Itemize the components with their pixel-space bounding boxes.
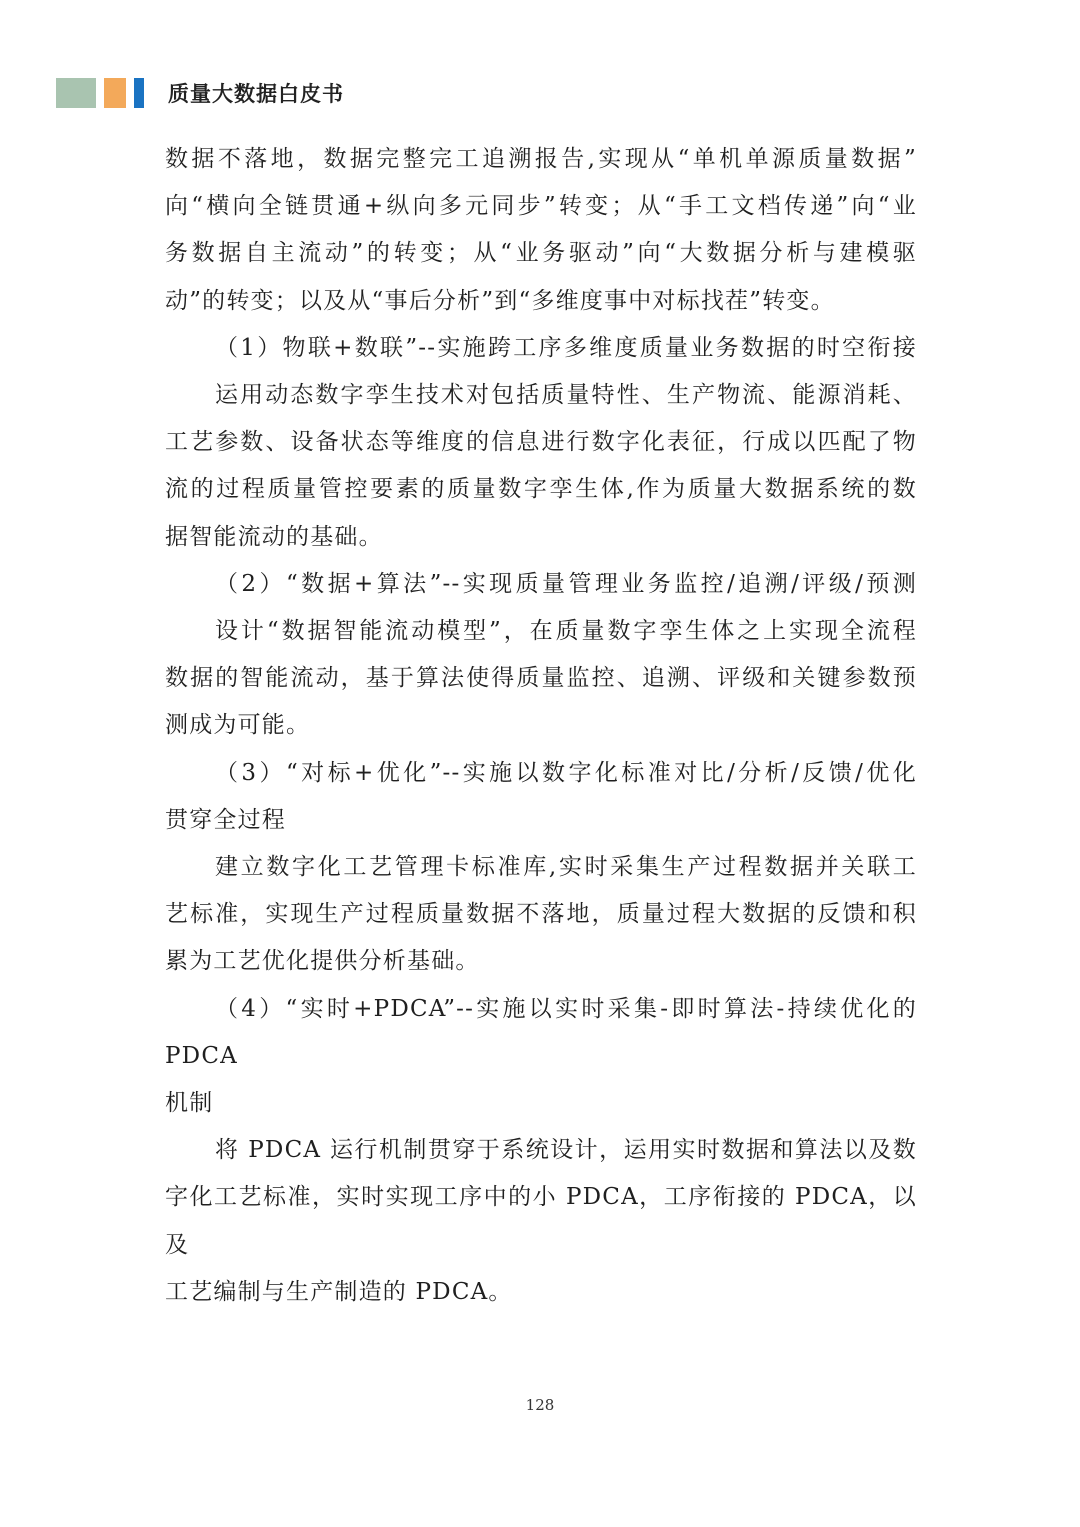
body-line: 工艺参数、设备状态等维度的信息进行数字化表征，行成以匹配了物 xyxy=(165,429,917,456)
header-decor-block-green xyxy=(56,78,96,108)
section-heading-1: （1）物联+数联”--实施跨工序多维度质量业务数据的时空衔接 xyxy=(215,334,917,361)
body-line: 向“横向全链贯通+纵向多元同步”转变；从“手工文档传递”向“业 xyxy=(165,193,917,220)
section-heading-3-cont: 贯穿全过程 xyxy=(165,806,286,833)
section-heading-4: （4）“实时+PDCA”--实施以实时采集-即时算法-持续优化的 PDCA xyxy=(165,995,917,1069)
body-line: 艺标准，实现生产过程质量数据不落地，质量过程大数据的反馈和积 xyxy=(165,901,917,928)
body-line: 务数据自主流动”的转变；从“业务驱动”向“大数据分析与建模驱 xyxy=(165,240,917,267)
body-line: 设计“数据智能流动模型”，在质量数字孪生体之上实现全流程 xyxy=(215,618,917,645)
body-line: 动”的转变；以及从“事后分析”到“多维度事中对标找茬”转变。 xyxy=(165,287,835,314)
header-decor-block-orange xyxy=(104,78,126,108)
body-line: 将 PDCA 运行机制贯穿于系统设计，运用实时数据和算法以及数 xyxy=(215,1137,917,1164)
body-line: 运用动态数字孪生技术对包括质量特性、生产物流、能源消耗、 xyxy=(215,382,917,409)
body-line: 据智能流动的基础。 xyxy=(165,523,383,550)
body-line: 字化工艺标准，实时实现工序中的小 PDCA，工序衔接的 PDCA，以及 xyxy=(165,1184,917,1258)
body-line: 累为工艺优化提供分析基础。 xyxy=(165,948,480,975)
body-line: 流的过程质量管控要素的质量数字孪生体,作为质量大数据系统的数 xyxy=(165,476,917,503)
header-decor-block-blue xyxy=(134,78,144,108)
page-header xyxy=(56,78,344,108)
body-line: 建立数字化工艺管理卡标准库,实时采集生产过程数据并关联工 xyxy=(215,854,917,881)
body-line: 数据不落地，数据完整完工追溯报告,实现从“单机单源质量数据” xyxy=(165,146,917,172)
section-heading-3: （3）“对标+优化”--实施以数字化标准对比/分析/反馈/优化 xyxy=(215,759,917,786)
body-line: 测成为可能。 xyxy=(165,712,311,739)
page-number: 128 xyxy=(525,1396,555,1414)
body-line: 数据的智能流动，基于算法使得质量监控、追溯、评级和关键参数预 xyxy=(165,665,917,692)
section-heading-2: （2）“数据+算法”--实现质量管理业务监控/追溯/评级/预测 xyxy=(215,570,917,597)
body-line: 工艺编制与生产制造的 PDCA。 xyxy=(165,1278,513,1305)
header-title: 质量大数据白皮书 xyxy=(168,82,344,106)
section-heading-4-cont: 机制 xyxy=(165,1090,214,1117)
page-body xyxy=(165,136,917,1316)
